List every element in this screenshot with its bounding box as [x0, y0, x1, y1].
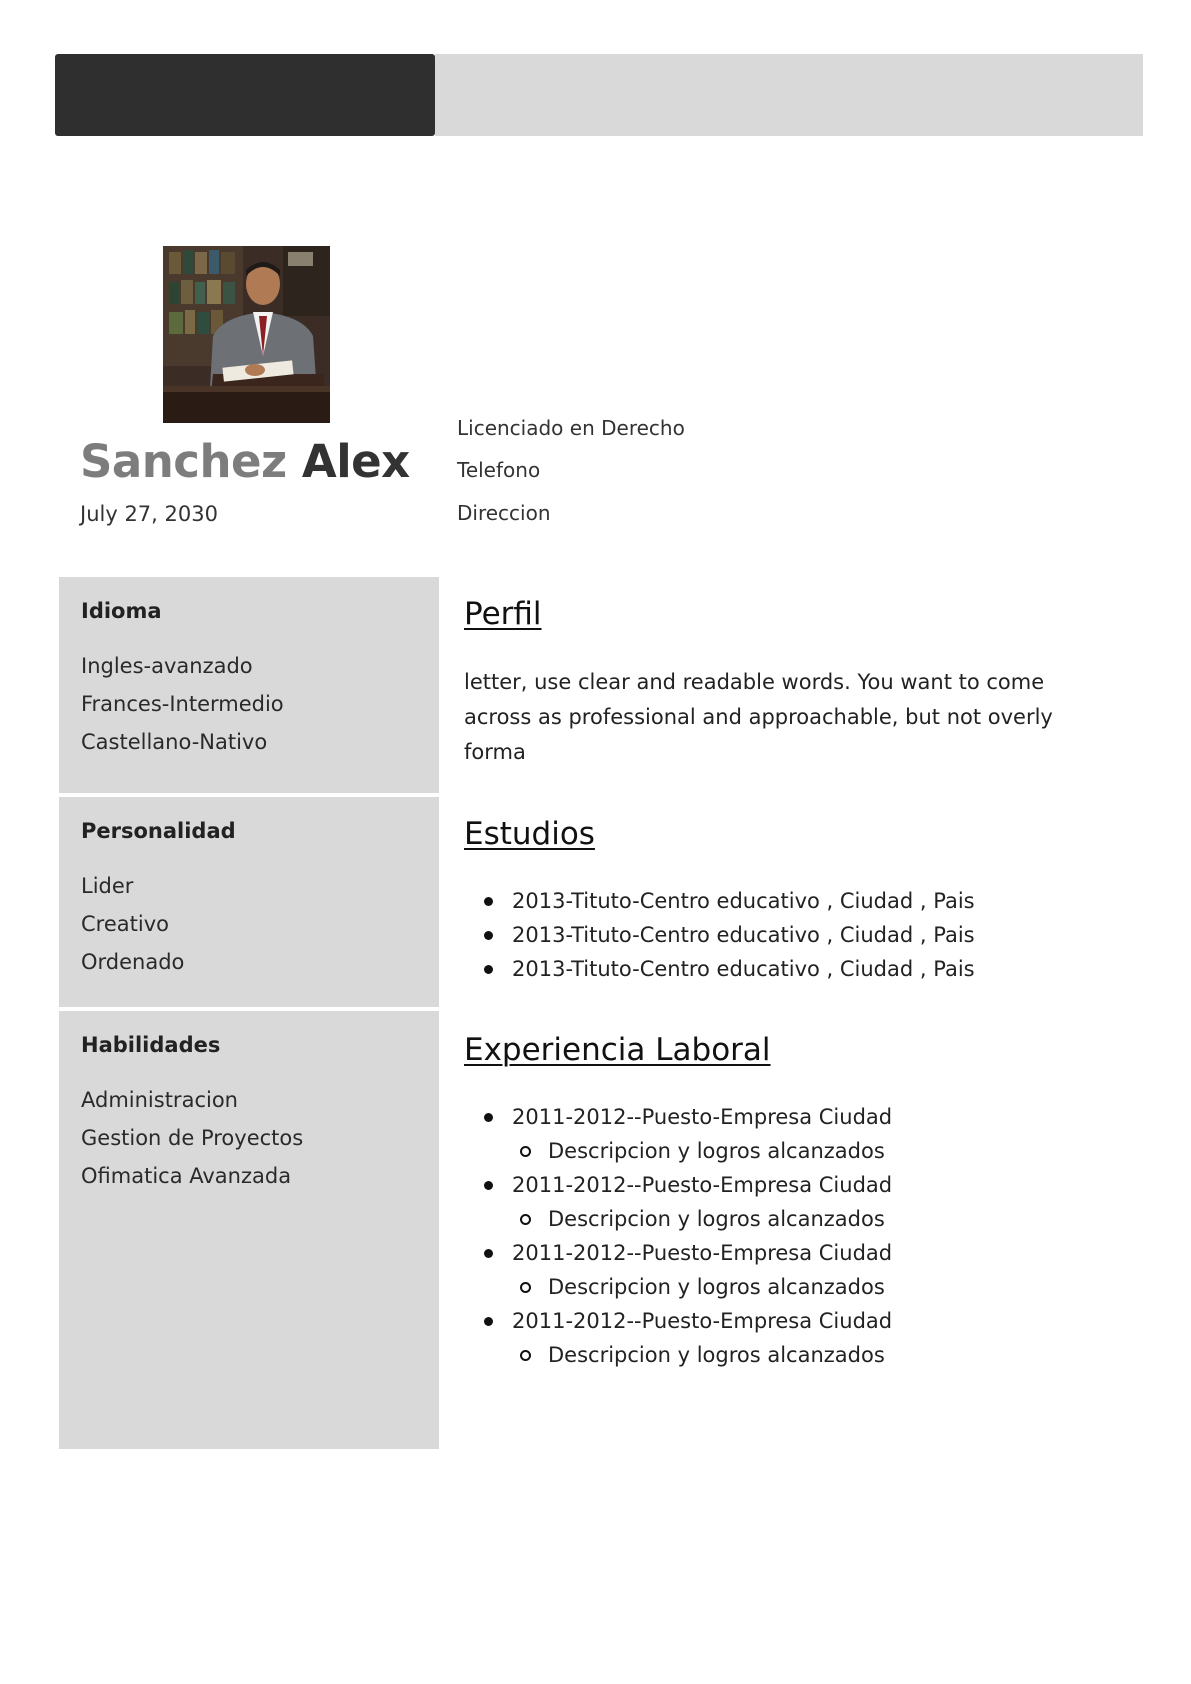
experiencia-list — [464, 1100, 892, 1372]
contact-address: Direccion — [457, 501, 551, 525]
section-title: Personalidad — [81, 819, 236, 843]
list-item: 2011-2012--Puesto-Empresa Ciudad — [464, 1168, 892, 1202]
list-subitem: Descripcion y logros alcanzados — [464, 1134, 892, 1168]
section-title-perfil: Perfil — [464, 596, 542, 632]
contact-phone: Telefono — [457, 458, 541, 482]
header-banner-light — [435, 54, 1143, 136]
list-item: 2013-Tituto-Centro educativo , Ciudad , Pais — [464, 884, 975, 918]
list-item: Lider — [81, 874, 134, 898]
list-item: 2011-2012--Puesto-Empresa Ciudad — [464, 1100, 892, 1134]
section-title: Idioma — [81, 599, 162, 623]
sidebar-section-personalidad — [59, 797, 439, 1007]
list-item: Creativo — [81, 912, 169, 936]
list-subitem: Descripcion y logros alcanzados — [464, 1202, 892, 1236]
personalidad-list — [81, 867, 184, 981]
name-first: Sanchez — [80, 435, 287, 488]
list-item: Gestion de Proyectos — [81, 1126, 304, 1150]
contact-profession: Licenciado en Derecho — [457, 416, 685, 440]
sidebar-section-idioma — [59, 577, 439, 793]
list-item: 2011-2012--Puesto-Empresa Ciudad — [464, 1304, 892, 1338]
list-item: 2013-Tituto-Centro educativo , Ciudad , Pais — [464, 952, 975, 986]
document-date: July 27, 2030 — [80, 502, 218, 526]
list-item: 2013-Tituto-Centro educativo , Ciudad , Pais — [464, 918, 975, 952]
portrait-photo-icon — [163, 246, 330, 423]
section-title-estudios: Estudios — [464, 816, 595, 852]
list-subitem: Descripcion y logros alcanzados — [464, 1338, 892, 1372]
list-item: Ofimatica Avanzada — [81, 1164, 292, 1188]
header-banner-dark — [55, 54, 435, 136]
habilidades-list — [81, 1081, 303, 1195]
profile-text: letter, use clear and readable words. You want to come across as professional and approachable, but not overly forma — [464, 670, 1053, 764]
list-item: Ingles-avanzado — [81, 654, 253, 678]
list-item: Ordenado — [81, 950, 185, 974]
candidate-name — [80, 436, 410, 488]
section-title-experiencia: Experiencia Laboral — [464, 1032, 771, 1068]
section-title: Habilidades — [81, 1033, 221, 1057]
estudios-list — [464, 884, 975, 986]
profile-photo — [163, 246, 330, 423]
sidebar-section-habilidades — [59, 1011, 439, 1449]
name-last: Alex — [301, 435, 410, 488]
list-subitem: Descripcion y logros alcanzados — [464, 1270, 892, 1304]
idioma-list — [81, 647, 284, 761]
list-item: 2011-2012--Puesto-Empresa Ciudad — [464, 1236, 892, 1270]
list-item: Administracion — [81, 1088, 238, 1112]
list-item: Frances-Intermedio — [81, 692, 284, 716]
list-item: Castellano-Nativo — [81, 730, 268, 754]
